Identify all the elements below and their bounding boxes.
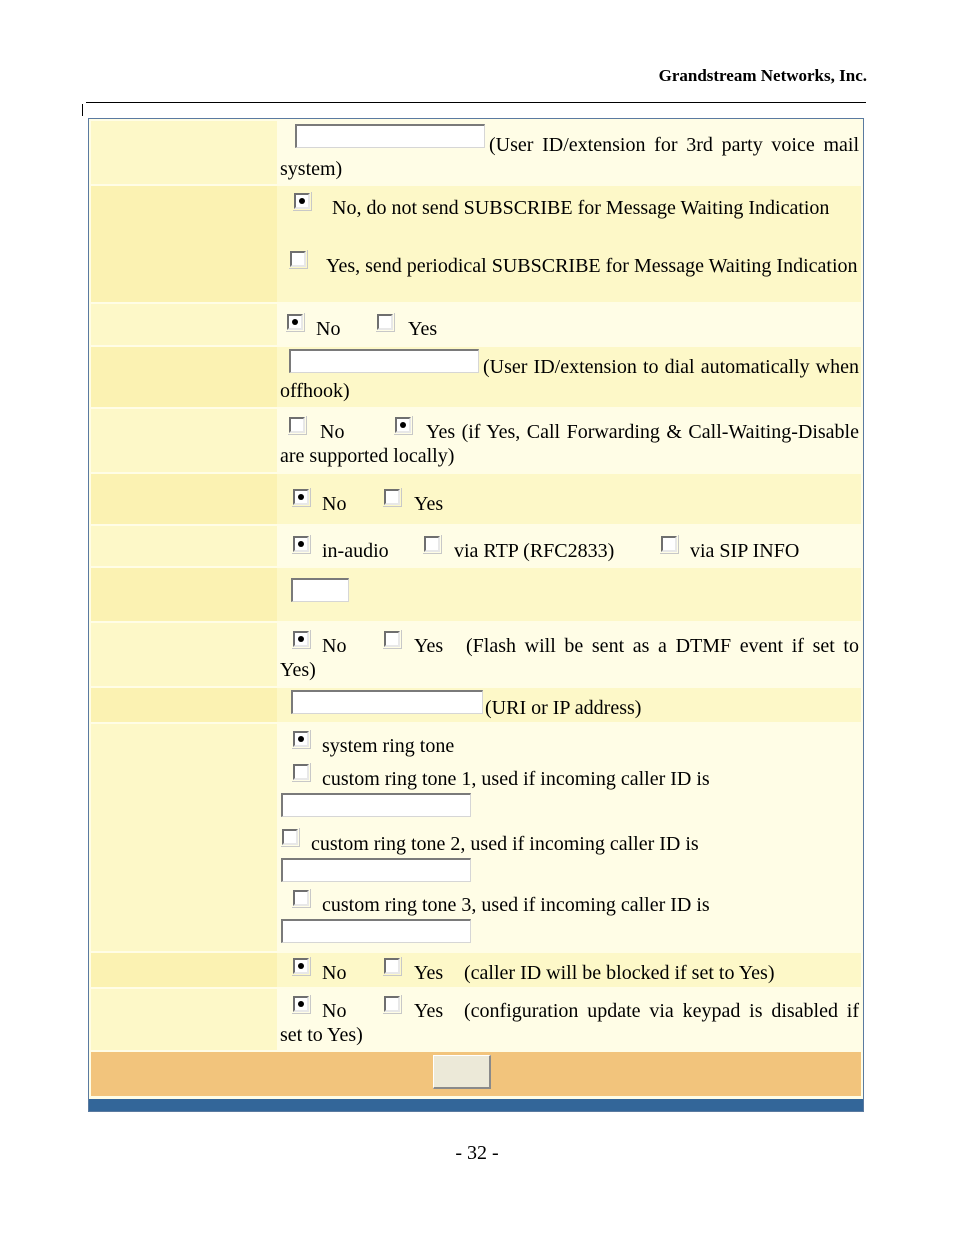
row-value-cell [280, 347, 861, 407]
ring-custom3-input[interactable] [281, 919, 471, 943]
dtmf-rtp-radio[interactable] [424, 536, 440, 552]
caller-id-block-yes-label: Yes [414, 962, 444, 984]
dtmf-sip-info-radio[interactable] [661, 536, 677, 552]
ring-custom1-input[interactable] [281, 793, 471, 817]
dtmf-in-audio-radio[interactable] [293, 536, 309, 552]
row-short-field [91, 568, 861, 621]
row-label-cell [91, 304, 277, 345]
row-label-cell [91, 186, 277, 302]
ring-system-radio[interactable] [293, 731, 309, 747]
company-name: Grandstream Networks, Inc. [658, 66, 867, 85]
page-number: - 32 - [455, 1142, 499, 1164]
row-value-cell [280, 953, 861, 987]
row-offhook-auto-dial [91, 347, 861, 407]
ring-custom1-label: custom ring tone 1, used if incoming caller ID is [322, 768, 710, 790]
dtmf-rtp-label: via RTP (RFC2833) [454, 540, 615, 562]
offhook-auto-dial-desc: (User ID/extension to dial automatically when offhook) [280, 356, 859, 402]
row-label-cell [91, 724, 277, 951]
row-keypad-config [91, 989, 861, 1050]
mwi-yes-label: Yes, send periodical SUBSCRIBE for Message Waiting Indication [326, 255, 858, 277]
row3-no-radio[interactable] [287, 314, 303, 330]
row-value-cell [280, 409, 861, 472]
row6-yes-label: Yes [414, 493, 444, 515]
local-features-no-label: No [320, 421, 345, 443]
row-dtmf [91, 526, 861, 566]
row6-no-label: No [322, 493, 347, 515]
row-label-cell [91, 347, 277, 407]
row-value-cell [280, 526, 861, 566]
row-label-cell [91, 568, 277, 621]
ring-custom3-label: custom ring tone 3, used if incoming caller ID is [322, 894, 710, 916]
row-label-cell [91, 989, 277, 1050]
row-value-cell [280, 568, 861, 621]
row-label-cell [91, 409, 277, 472]
row-local-features [91, 409, 861, 472]
caller-id-block-no-radio[interactable] [293, 958, 309, 974]
row-uri-ip [91, 688, 861, 722]
ring-system-label: system ring tone [322, 735, 455, 757]
row-value-cell [280, 688, 861, 722]
row-value-cell [280, 121, 861, 184]
row-value-cell [280, 186, 861, 302]
row3-yes-radio[interactable] [377, 314, 393, 330]
flash-dtmf-note: (Flash will be sent as a DTMF event if set to Yes) [280, 635, 859, 681]
voicemail-user-id-desc: (User ID/extension for 3rd party voice mail system) [280, 134, 859, 180]
row3-yes-label: Yes [408, 318, 438, 340]
flash-dtmf-yes-label: Yes [414, 635, 444, 657]
row-mwi-subscribe [91, 186, 861, 302]
ring-custom3-radio[interactable] [293, 890, 309, 906]
row-value-cell [280, 623, 861, 686]
row-label-cell [91, 688, 277, 722]
row3-no-label: No [316, 318, 341, 340]
settings-form [88, 118, 864, 1112]
row-label-cell [91, 526, 277, 566]
row-value-cell [280, 989, 861, 1050]
row-label-cell [91, 623, 277, 686]
ring-custom2-input[interactable] [281, 858, 471, 882]
row-option-3 [91, 304, 861, 345]
row-voicemail-user-id [91, 121, 861, 184]
row-label-cell [91, 953, 277, 987]
row-caller-id-block [91, 953, 861, 987]
header-divider [86, 102, 866, 103]
uri-ip-input[interactable] [291, 690, 483, 714]
row-value-cell [280, 724, 861, 951]
ring-custom2-radio[interactable] [282, 829, 298, 845]
caller-id-block-note: (caller ID will be blocked if set to Yes) [464, 962, 775, 984]
row6-no-radio[interactable] [293, 489, 309, 505]
ring-custom1-radio[interactable] [293, 764, 309, 780]
row6-yes-radio[interactable] [384, 489, 400, 505]
caller-id-block-yes-radio[interactable] [384, 958, 400, 974]
submit-button[interactable] [433, 1055, 491, 1089]
flash-dtmf-no-label: No [322, 635, 347, 657]
row-option-6 [91, 474, 861, 524]
keypad-config-yes-label: Yes [414, 1000, 444, 1022]
dtmf-in-audio-label: in-audio [322, 540, 389, 562]
keypad-config-no-label: No [322, 1000, 347, 1022]
row-ring-tone [91, 724, 861, 951]
submit-bar [91, 1052, 861, 1096]
short-field-input[interactable] [291, 578, 349, 602]
dtmf-sip-info-label: via SIP INFO [690, 540, 800, 562]
keypad-config-note: (configuration update via keypad is disabled if set to Yes) [280, 1000, 859, 1046]
row-value-cell [280, 474, 861, 524]
local-features-yes-label: Yes (if Yes, Call Forwarding & Call-Waiting-Disable are supported locally) [280, 421, 859, 467]
mwi-no-label: No, do not send SUBSCRIBE for Message Waiting Indication [332, 197, 830, 219]
ring-custom2-label: custom ring tone 2, used if incoming caller ID is [311, 833, 699, 855]
row-label-cell [91, 121, 277, 184]
bottom-bar [89, 1099, 863, 1111]
margin-mark [82, 104, 83, 116]
row-value-cell [280, 304, 861, 345]
row-flash-dtmf [91, 623, 861, 686]
uri-ip-desc: (URI or IP address) [485, 697, 642, 719]
caller-id-block-no-label: No [322, 962, 347, 984]
row-label-cell [91, 474, 277, 524]
